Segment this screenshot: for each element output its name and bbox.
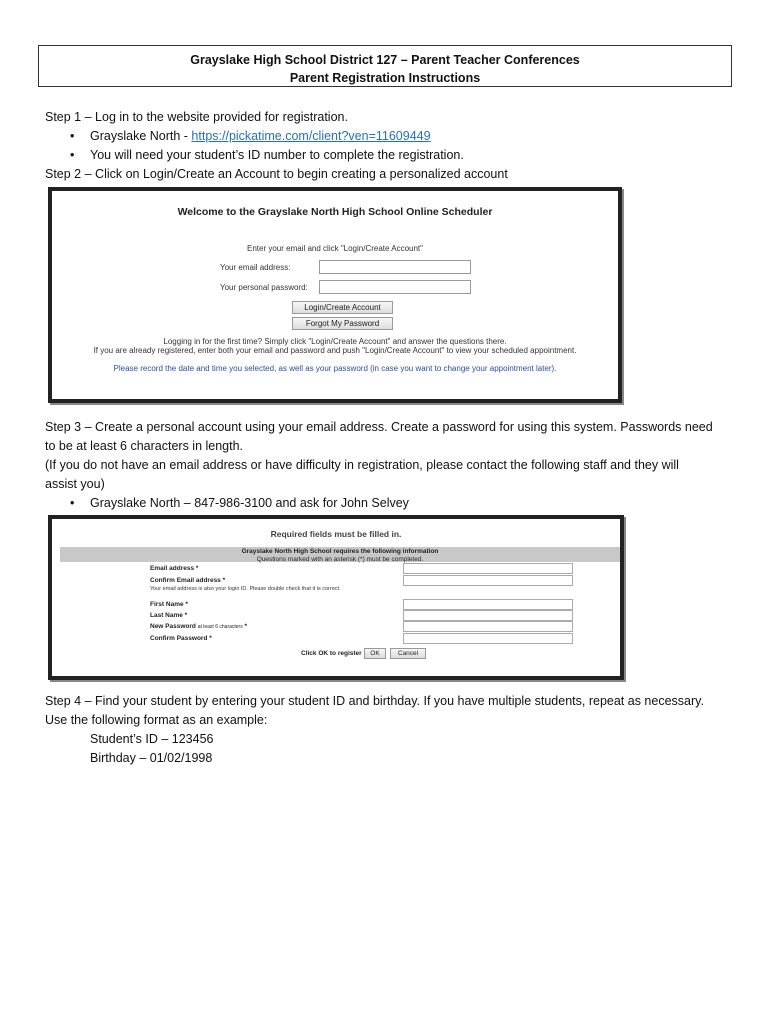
scheduler-heading: Welcome to the Grayslake North High School Online Scheduler	[177, 206, 493, 218]
document-title: Grayslake High School District 127 – Parent Teacher Conferences	[190, 53, 580, 67]
email-label: Email address *	[150, 565, 199, 572]
email-input[interactable]	[403, 563, 573, 574]
registered-note: If you are already registered, enter both your email and password and push "Login/Create Account" to view your scheduled appointment.	[93, 346, 577, 355]
password-field[interactable]	[319, 280, 471, 294]
forgot-password-button[interactable]: Forgot My Password	[292, 317, 393, 330]
login-screenshot	[48, 187, 622, 403]
first-name-input[interactable]	[403, 599, 573, 610]
registration-link[interactable]: https://pickatime.com/client?ven=11609449	[191, 129, 431, 143]
step3-line4: assist you)	[45, 477, 105, 491]
step3-line3: (If you do not have an email address or have difficulty in registration, please contact the following staff and they will	[45, 458, 679, 472]
confirm-password-input[interactable]	[403, 633, 573, 644]
example-birthday: Birthday – 01/02/1998	[90, 751, 213, 765]
step4-line2: Use the following format as an example:	[45, 713, 268, 727]
confirm-email-input[interactable]	[403, 575, 573, 586]
step1-bullet-id	[70, 146, 464, 165]
new-password-input[interactable]	[403, 621, 573, 632]
last-name-input[interactable]	[403, 610, 573, 621]
bullet-text: You will need your student’s ID number to complete the registration.	[90, 148, 464, 162]
login-instruction: Enter your email and click "Login/Create Account"	[247, 244, 423, 253]
required-notice: Required fields must be filled in.	[270, 529, 402, 539]
email-field[interactable]	[319, 260, 471, 274]
bullet-icon: •	[70, 148, 75, 162]
last-name-label: Last Name *	[150, 612, 188, 619]
step3-line1: Step 3 – Create a personal account using your email address. Create a password for using this system. Passwords need	[45, 420, 713, 434]
email-hint: Your email address is also your login ID. Please double check that it is correct.	[150, 586, 341, 592]
step1-bullet-north	[70, 127, 431, 146]
password-label: Your personal password:	[220, 283, 308, 292]
document-subtitle: Parent Registration Instructions	[289, 71, 481, 85]
step4-line1: Step 4 – Find your student by entering your student ID and birthday. If you have multiple students, repeat as necessary.	[45, 694, 704, 708]
confirm-password-label: Confirm Password *	[150, 635, 212, 642]
step1-text: Step 1 – Log in to the website provided for registration.	[45, 110, 348, 124]
bullet-text: Grayslake North – 847-986-3100 and ask for John Selvey	[90, 496, 409, 510]
step3-bullet-contact	[70, 494, 409, 513]
cancel-button[interactable]: Cancel	[390, 648, 426, 659]
email-label: Your email address:	[220, 263, 291, 272]
info-bar-subtitle: Questions marked with an asterisk (*) must be completed.	[256, 556, 424, 563]
first-name-label: First Name *	[150, 601, 188, 608]
title-box	[38, 45, 732, 87]
step2-text: Step 2 – Click on Login/Create an Account to begin creating a personalized account	[45, 167, 508, 181]
bullet-icon: •	[70, 129, 75, 143]
required-star: *	[242, 623, 248, 630]
registration-screenshot	[48, 515, 624, 680]
first-time-note: Logging in for the first time? Simply click "Login/Create Account" and answer the questions there.	[163, 337, 507, 346]
click-ok-text: Click OK to register	[301, 650, 362, 657]
new-password-text: New Password	[150, 623, 196, 630]
new-password-hint: at least 6 characters	[197, 624, 243, 630]
bullet-icon: •	[70, 496, 75, 510]
example-student-id: Student’s ID – 123456	[90, 732, 214, 746]
ok-button[interactable]: OK	[364, 648, 386, 659]
login-create-account-button[interactable]: Login/Create Account	[292, 301, 393, 314]
step3-line2: to be at least 6 characters in length.	[45, 439, 244, 453]
bullet-prefix: Grayslake North -	[90, 129, 192, 143]
confirm-email-label: Confirm Email address *	[150, 577, 226, 584]
new-password-label	[150, 623, 247, 630]
record-note: Please record the date and time you selected, as well as your password (in case you want to change your appointment later).	[113, 364, 557, 373]
info-bar	[60, 547, 620, 562]
info-bar-title: Grayslake North High School requires the following information	[241, 548, 439, 555]
